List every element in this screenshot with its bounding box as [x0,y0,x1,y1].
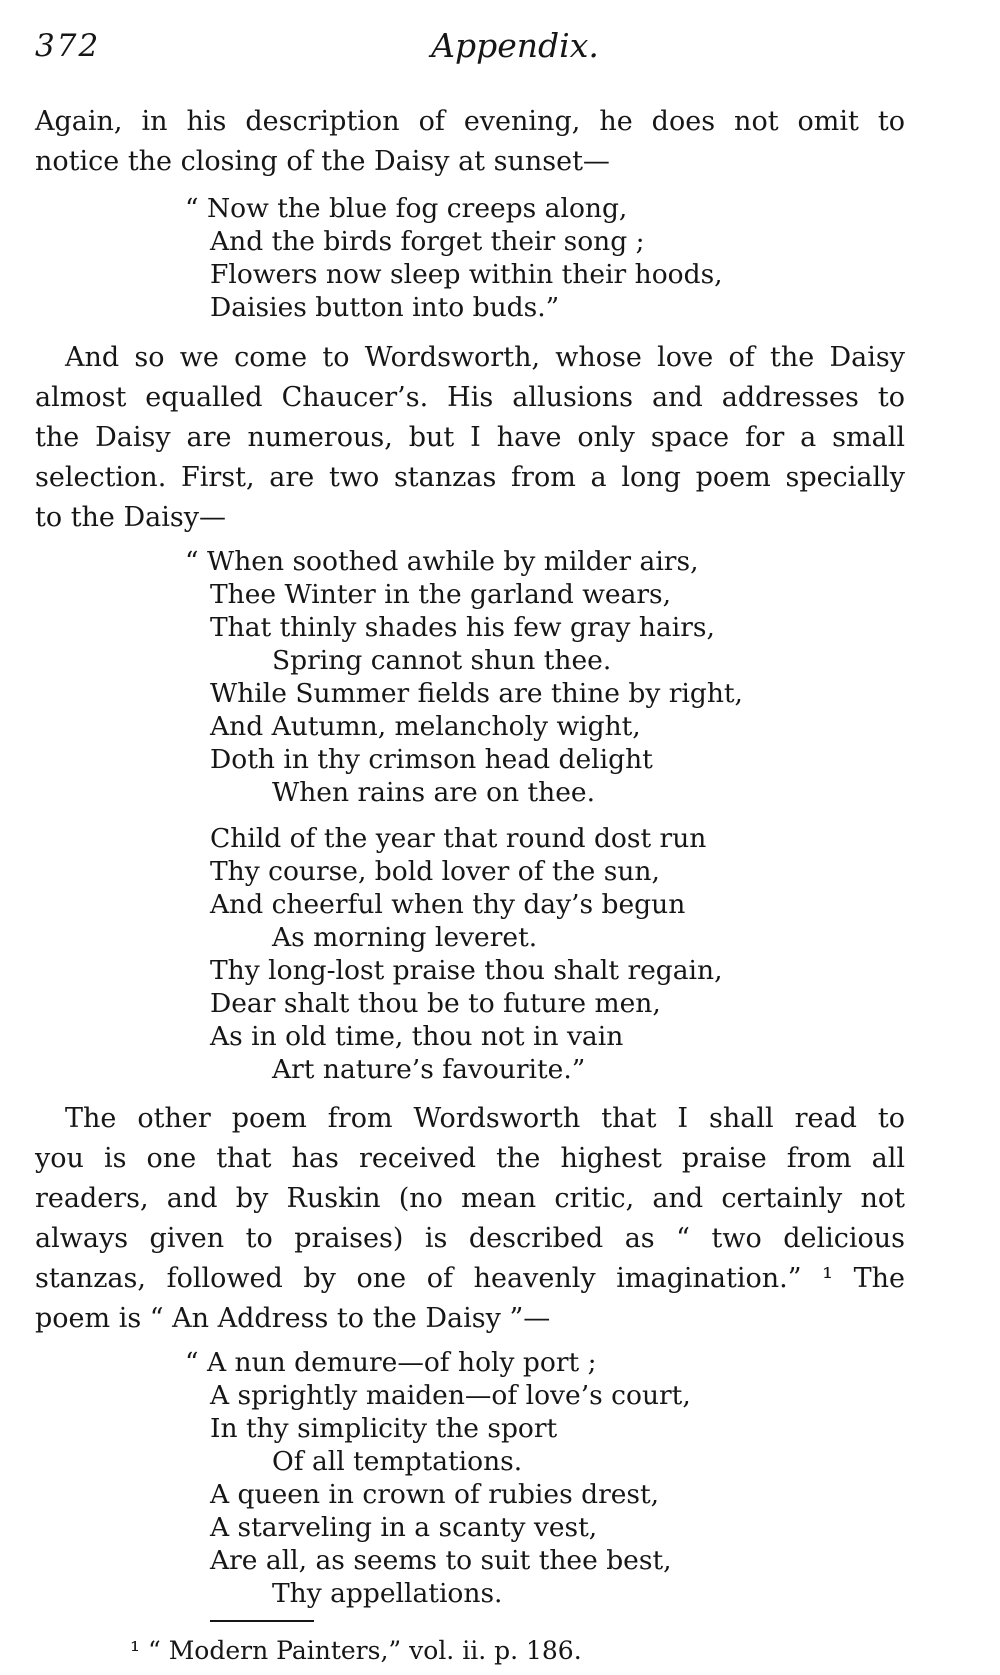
poem-line: Thy appellations. [272,1578,503,1609]
poem-line: Thy long-lost praise thou shalt regain, [210,955,723,986]
poem-line: That thinly shades his few gray hairs, [210,612,715,643]
text-line: notice the closing of the Daisy at sunset— [35,146,610,177]
footnote-divider [210,1620,314,1622]
paragraph-wordsworth [35,338,905,538]
poem-line: “ Now the blue fog creeps along, [185,193,628,224]
poem-address-to-daisy [185,1346,905,1610]
text-line: The other poem from Wordsworth that I shall read to [65,1103,905,1134]
running-title: Appendix. [431,26,599,65]
text-line: And so we come to Wordsworth, whose love of the Daisy [65,342,905,373]
poem-daisy-stanza-2 [210,822,905,1086]
page-number: 372 [35,28,101,64]
poem-line: Thee Winter in the garland wears, [210,579,672,610]
poem-line: “ A nun demure—of holy port ; [185,1347,597,1378]
poem-line: Dear shalt thou be to future men, [210,988,661,1019]
poem-line: A queen in crown of rubies drest, [210,1479,660,1510]
poem-line: While Summer fields are thine by right, [210,678,743,709]
text-line: to the Daisy— [35,502,226,533]
poem-line: Of all temptations. [272,1446,523,1477]
poem-line: In thy simplicity the sport [210,1413,558,1444]
poem-line: A starveling in a scanty vest, [210,1512,598,1543]
paragraph-ruskin [35,1099,905,1339]
poem-line: When rains are on thee. [272,777,596,808]
poem-line: Daisies button into buds.” [210,292,560,323]
poem-line: And the birds forget their song ; [210,226,645,257]
footnote: ¹ “ Modern Painters,” vol. ii. p. 186. [130,1636,582,1665]
poem-line: Child of the year that round dost run [210,823,707,854]
text-line: selection. First, are two stanzas from a long poem specially [35,462,905,493]
poem-daisy-stanza-1 [185,545,905,809]
poem-line: As morning leveret. [272,922,538,953]
poem-line: As in old time, thou not in vain [210,1021,624,1052]
poem-line: And Autumn, melancholy wight, [210,711,641,742]
text-line: poem is “ An Address to the Daisy ”— [35,1303,551,1334]
poem-line: Are all, as seems to suit thee best, [210,1545,672,1576]
paragraph-intro [35,102,905,182]
poem-line: Spring cannot shun thee. [272,645,612,676]
text-line: almost equalled Chaucer’s. His allusions and addresses to [35,382,905,413]
poem-line: “ When soothed awhile by milder airs, [185,546,699,577]
poem-line: Doth in thy crimson head delight [210,744,653,775]
page-header [35,26,905,70]
text-line: readers, and by Ruskin (no mean critic, and certainly not [35,1183,905,1214]
poem-line: And cheerful when thy day’s begun [210,889,686,920]
text-line: the Daisy are numerous, but I have only space for a small [35,422,905,453]
text-line: you is one that has received the highest praise from all [35,1143,905,1174]
text-line: always given to praises) is described as “ two delicious [35,1223,905,1254]
poem-line: Flowers now sleep within their hoods, [210,259,723,290]
poem-quote-evening [185,192,905,324]
text-line: Again, in his description of evening, he does not omit to [35,106,905,137]
poem-line: A sprightly maiden—of love’s court, [210,1380,691,1411]
poem-line: Art nature’s favourite.” [272,1054,586,1085]
poem-line: Thy course, bold lover of the sun, [210,856,660,887]
text-line: stanzas, followed by one of heavenly imagination.” ¹ The [35,1263,905,1294]
